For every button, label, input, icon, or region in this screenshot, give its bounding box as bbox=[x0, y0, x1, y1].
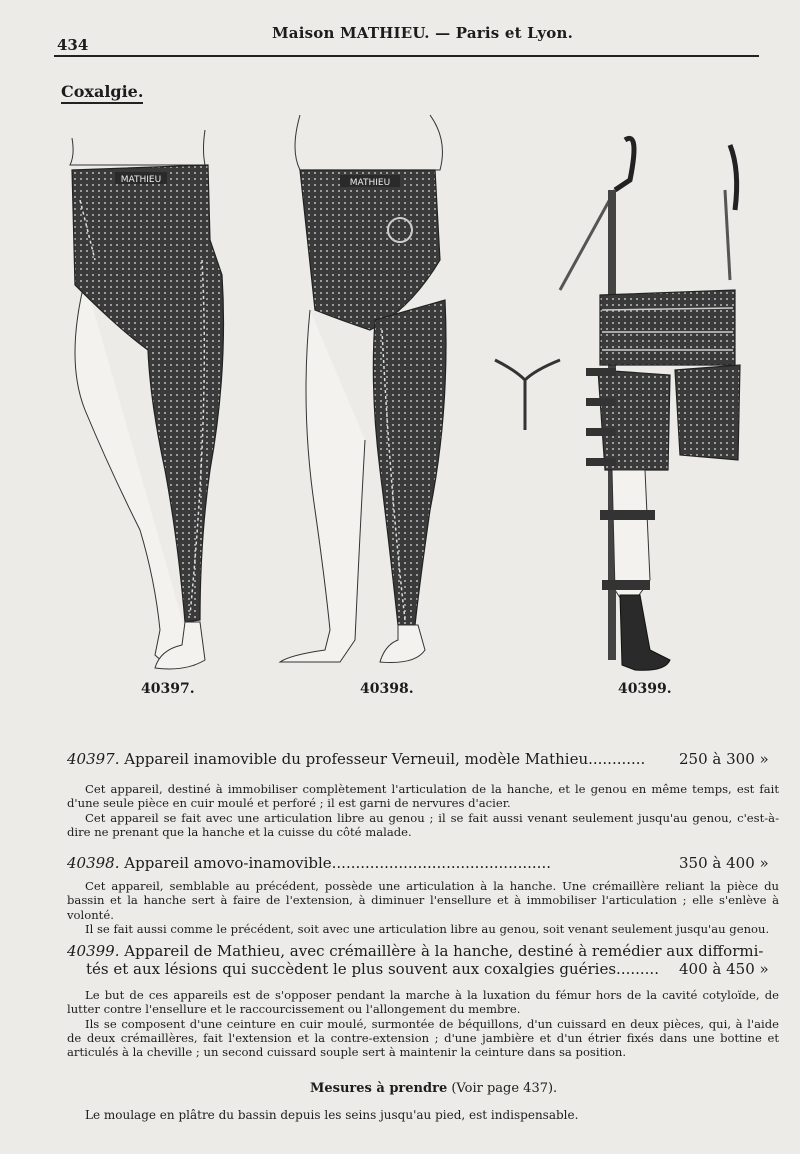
entry-40398-price: 350 à 400 » bbox=[679, 854, 769, 872]
footer-note: Le moulage en plâtre du bassin depuis les seins jusqu'au pied, est indispensable. bbox=[85, 1108, 579, 1122]
entry-40397-title: 40397. Appareil inamovible du professeur Verneuil, modèle Mathieu............ bbox=[67, 750, 646, 768]
measurements-heading: Mesures à prendre (Voir page 437). bbox=[310, 1081, 558, 1096]
page-header: Maison MATHIEU. — Paris et Lyon. bbox=[272, 24, 573, 42]
figure-40398-illustration bbox=[270, 110, 470, 680]
entry-40397-price: 250 à 300 » bbox=[679, 750, 769, 768]
figure-40397-illustration bbox=[60, 110, 250, 680]
entry-40398-title: 40398. Appareil amovo-inamovible.............................................. bbox=[67, 854, 551, 872]
entry-40398-description: Cet appareil, semblable au précédent, possède une articulation à la hanche. Une crémaillère reliant la pièce du bassin et la hanche sert à faire de l'extension, à diminuer l'ensellure et à immobiliser l'articulation ; elle s'enlève à volonté. Il se fait aussi comme le précédent, soit avec une articulation libre au genou, soit venant seulement jusqu'au genou. bbox=[67, 879, 779, 936]
belt-label: MATHIEU bbox=[120, 175, 162, 185]
header-divider bbox=[54, 55, 759, 57]
entry-40399-title-line2: tés et aux lésions qui succèdent le plus souvent aux coxalgies guéries......... bbox=[86, 960, 659, 978]
figure-label-40399: 40399. bbox=[618, 681, 672, 697]
entry-40397-description: Cet appareil, destiné à immobiliser complètement l'articulation de la hanche, et le genou en même temps, est fait d'une seule pièce en cuir moulé et perforé ; il est garni de nervures d'acier. Cet appareil se fait avec une articulation libre au genou ; il se fait aussi venant seulement jusqu'au genou, c'est-à-dire ne prenant que la hanche et la cuisse du côté malade. bbox=[67, 782, 779, 839]
svg-text:MATHIEU: MATHIEU bbox=[349, 178, 391, 188]
page-number: 434 bbox=[57, 36, 89, 54]
figure-40399-illustration bbox=[490, 110, 765, 680]
entry-40399-description: Le but de ces appareils est de s'opposer pendant la marche à la luxation du fémur hors de la cavité cotyloïde, de lutter contre l'ensellure et le raccourcissement ou l'allongement du membre. Ils se composent d'une ceinture en cuir moulé, surmontée de béquillons, d'un cuissard en deux pièces, qui, à l'aide de deux crémaillères, fait l'extension et la contre-extension ; d'une jambière et d'un étrier fixés dans une bottine et articulés à la cheville ; un second cuissard souple sert à maintenir la ceinture dans sa position. bbox=[67, 988, 779, 1060]
entry-40399-title-line1: 40399. Appareil de Mathieu, avec crémaillère à la hanche, destiné à remédier aux difformi- bbox=[67, 942, 764, 960]
figure-label-40397: 40397. bbox=[141, 681, 195, 697]
figure-label-40398: 40398. bbox=[360, 681, 414, 697]
entry-40399-price: 400 à 450 » bbox=[679, 960, 769, 978]
section-title: Coxalgie. bbox=[61, 82, 143, 104]
